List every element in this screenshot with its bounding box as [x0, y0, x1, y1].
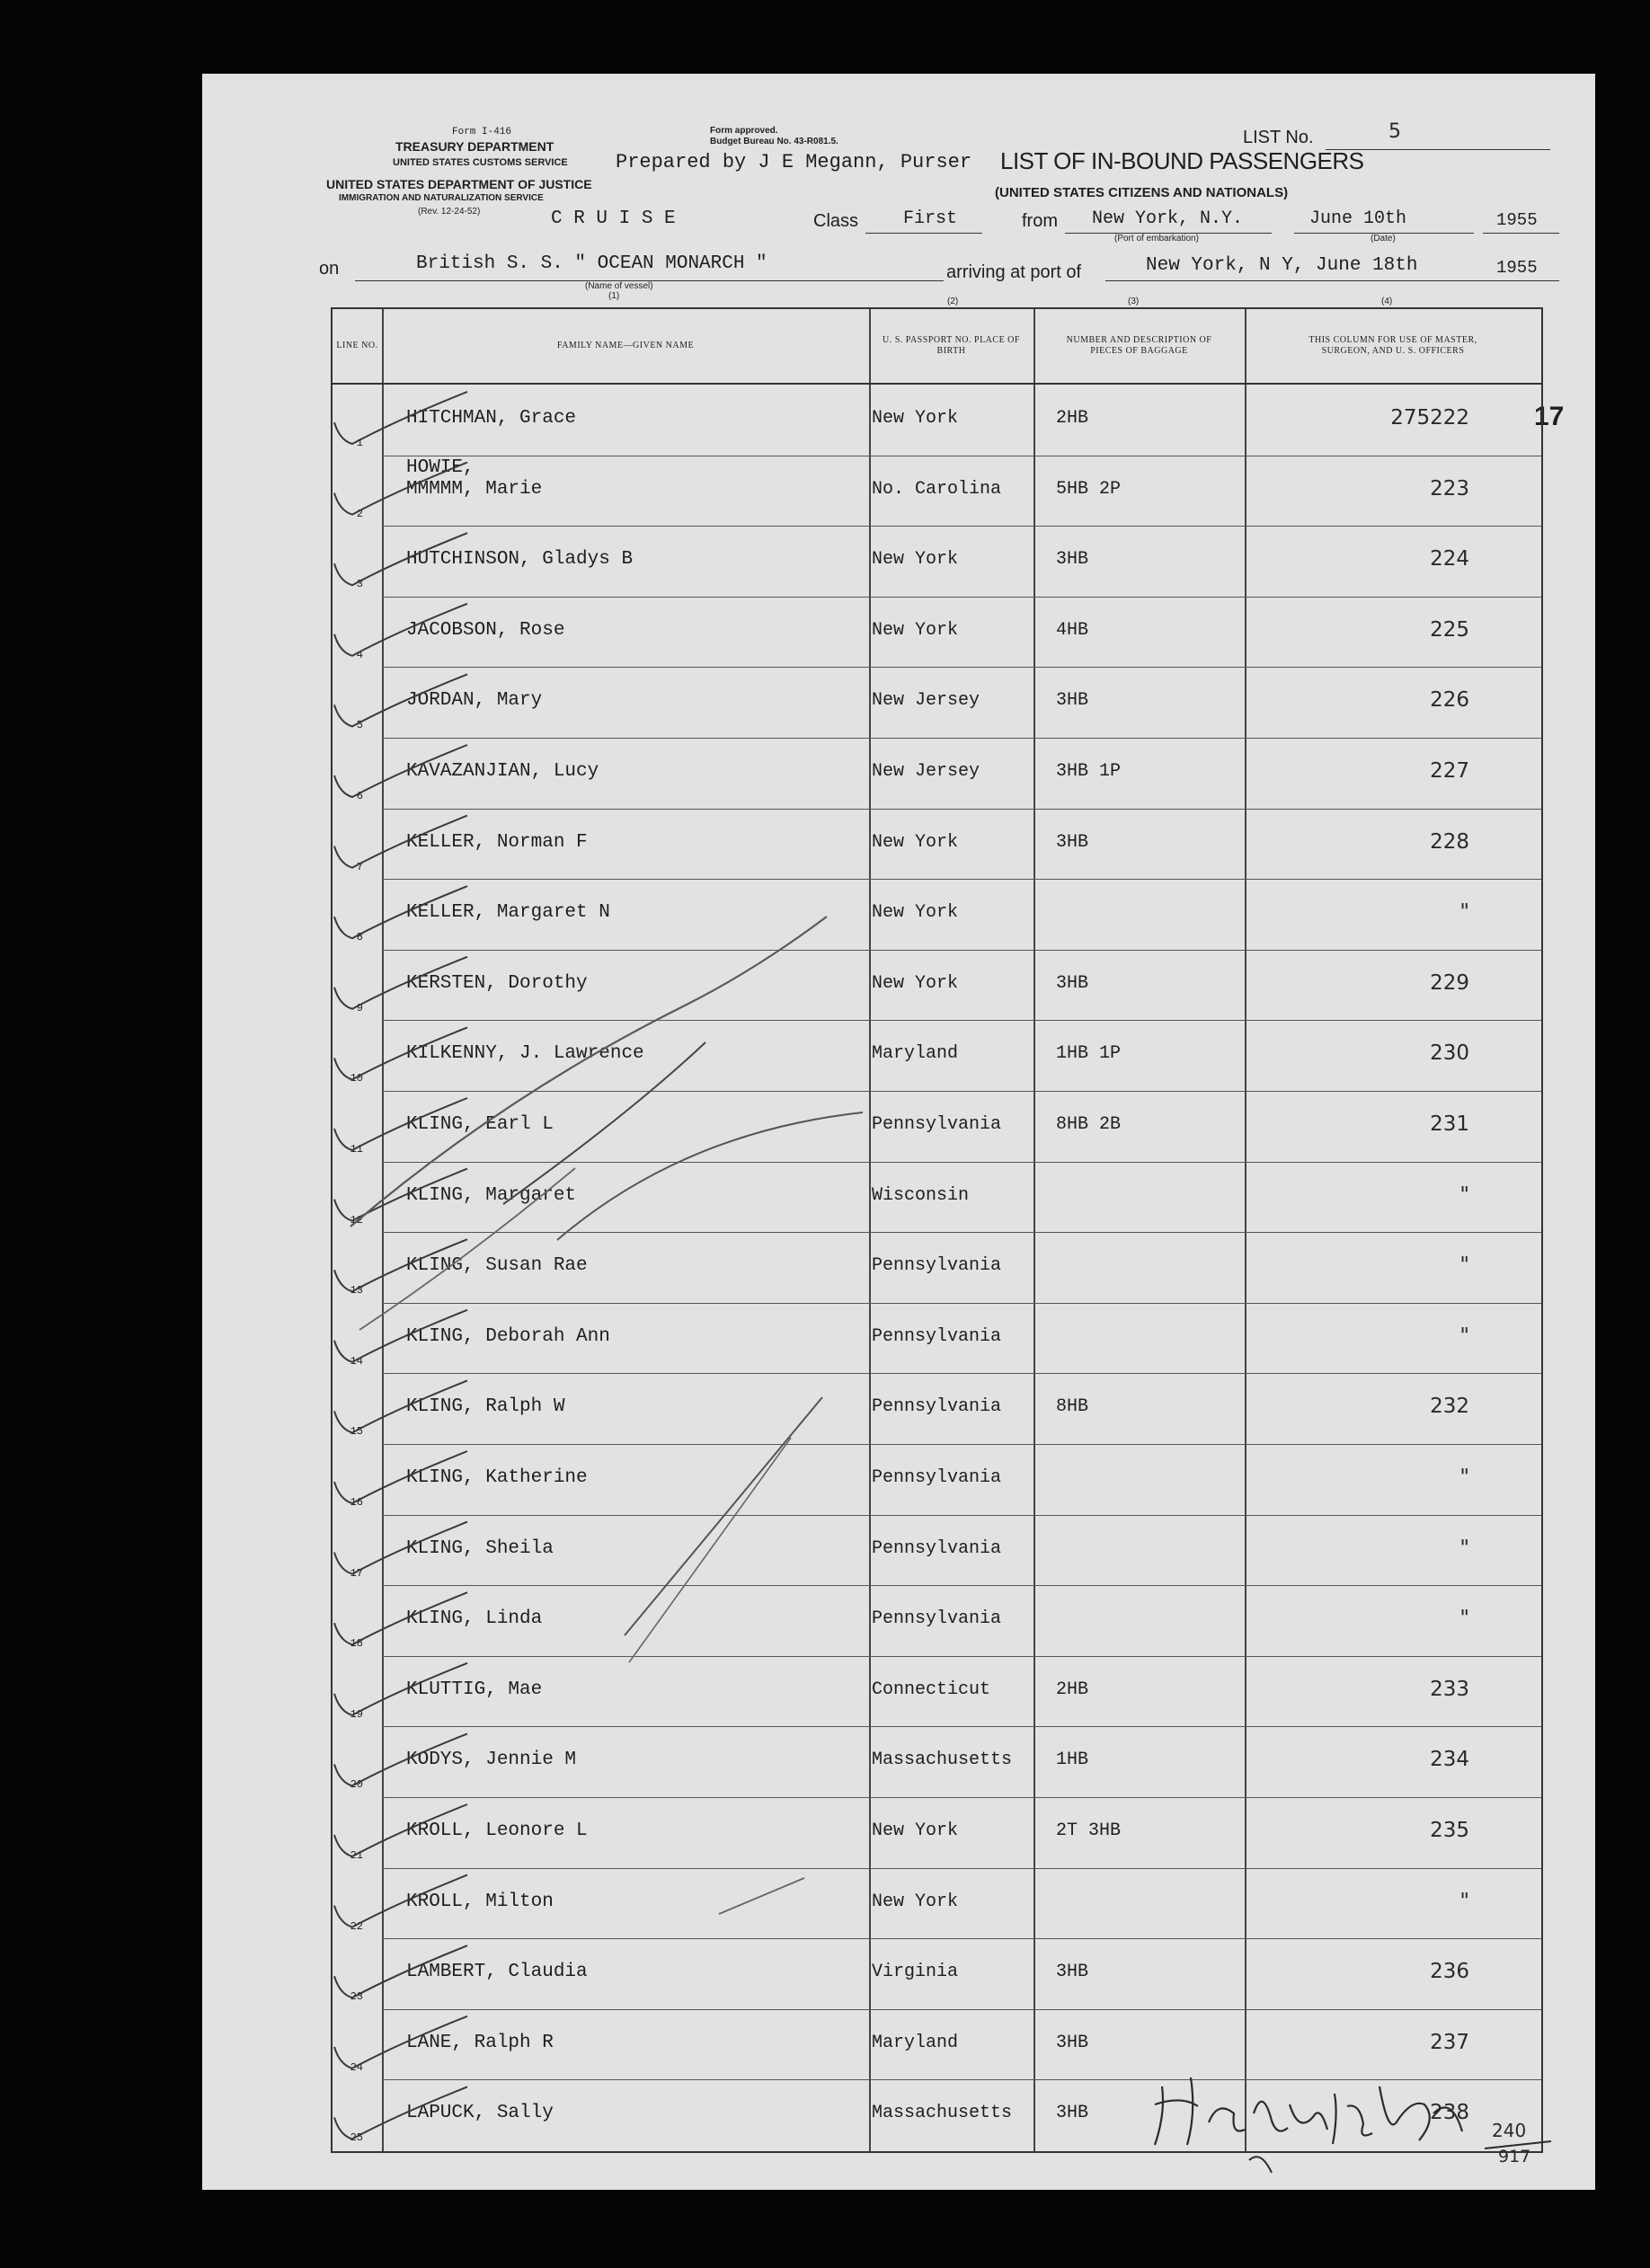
passenger-name: KLING, Earl L — [406, 1114, 554, 1135]
place-of-birth: Pennsylvania — [872, 1114, 1002, 1135]
line-number: 2 — [356, 507, 363, 520]
table-row — [333, 1656, 1541, 1726]
place-of-birth: Pennsylvania — [872, 1325, 1002, 1347]
sheet-number: 17 — [1534, 402, 1565, 431]
passenger-name: MMMMM, Marie — [406, 478, 543, 500]
baggage: 3HB — [1056, 1962, 1089, 1983]
table-row — [333, 1868, 1541, 1938]
baggage: 3HB — [1056, 549, 1089, 571]
line-number: 20 — [350, 1778, 363, 1792]
place-of-birth: No. Carolina — [872, 478, 1002, 500]
date-caption: (Date) — [1371, 234, 1396, 244]
place-of-birth: Pennsylvania — [872, 1467, 1002, 1488]
table-row — [333, 1938, 1541, 2008]
line-number: 13 — [350, 1284, 363, 1298]
official-number: 226 — [1430, 688, 1469, 713]
baggage: 2HB — [1056, 408, 1089, 429]
place-of-birth: Massachusetts — [872, 1750, 1013, 1771]
vessel-caption: (Name of vessel) — [585, 281, 653, 291]
baggage: 3HB 1P — [1056, 761, 1122, 782]
baggage: 8HB — [1056, 1396, 1089, 1418]
corner-mark-top: 240 — [1492, 2120, 1527, 2141]
table-row — [333, 1303, 1541, 1373]
revision-date: (Rev. 12-24-52) — [418, 207, 481, 217]
official-number: " — [1459, 1183, 1469, 1207]
place-of-birth: New York — [872, 1891, 959, 1912]
list-number-value: 5 — [1388, 120, 1401, 143]
place-of-birth: Pennsylvania — [872, 1396, 1002, 1418]
place-of-birth: New York — [872, 549, 959, 571]
official-number: 233 — [1430, 1677, 1469, 1701]
passenger-name: KILKENNY, J. Lawrence — [406, 1043, 644, 1065]
place-of-birth: Maryland — [872, 1043, 959, 1065]
line-number: 25 — [350, 2131, 363, 2145]
table-row — [333, 1373, 1541, 1443]
list-number-label: LIST No. — [1243, 128, 1314, 147]
column-header-line: LINE NO. — [336, 341, 378, 350]
table-row — [333, 1797, 1541, 1867]
inspector-signature — [1128, 2051, 1550, 2176]
place-of-birth: Maryland — [872, 2032, 959, 2053]
place-of-birth: Pennsylvania — [872, 1255, 1002, 1277]
manifest-subtitle: (UNITED STATES CITIZENS AND NATIONALS) — [995, 185, 1289, 200]
from-date: June 10th — [1309, 208, 1407, 229]
line-number: 10 — [350, 1072, 363, 1085]
from-year: 1955 — [1496, 210, 1538, 230]
line-number: 22 — [350, 1919, 363, 1933]
table-row — [333, 1091, 1541, 1161]
place-of-birth: New York — [872, 408, 959, 429]
class-label: Class — [813, 211, 859, 231]
place-of-birth: New York — [872, 831, 959, 853]
passenger-name: HUTCHINSON, Gladys B — [406, 549, 634, 571]
budget-bureau: Budget Bureau No. 43-R081.5. — [710, 137, 838, 146]
corner-mark-bottom: 917 — [1498, 2147, 1531, 2166]
table-row — [333, 1515, 1541, 1585]
official-number: 275222 — [1390, 406, 1469, 430]
from-port: New York, N.Y. — [1092, 208, 1244, 229]
official-number: " — [1459, 1254, 1469, 1278]
class-value: First — [903, 208, 958, 229]
line-number: 6 — [356, 790, 363, 802]
passenger-name: KLING, Katherine — [406, 1467, 588, 1488]
line-number: 16 — [350, 1496, 363, 1509]
baggage: 4HB — [1056, 619, 1089, 641]
official-number: " — [1459, 900, 1469, 925]
official-number: " — [1459, 1607, 1469, 1631]
line-number: 24 — [350, 2060, 363, 2074]
column-header-name: FAMILY NAME—GIVEN NAME — [556, 341, 695, 350]
table-row — [333, 667, 1541, 737]
passenger-name: HITCHMAN, Grace — [406, 408, 577, 429]
cruise-label: C R U I S E — [551, 208, 676, 229]
caption-1: (1) — [608, 291, 620, 301]
baggage: 2T 3HB — [1056, 1821, 1122, 1841]
passenger-name: KLING, Linda — [406, 1608, 543, 1630]
official-number: 232 — [1430, 1395, 1469, 1419]
official-number: 224 — [1430, 547, 1469, 571]
official-number: " — [1459, 1536, 1469, 1560]
from-label: from — [1022, 211, 1058, 231]
baggage: 2HB — [1056, 1679, 1089, 1700]
table-row — [333, 879, 1541, 949]
manifest-page — [202, 74, 1595, 2190]
official-number: " — [1459, 1324, 1469, 1348]
table-row — [333, 1162, 1541, 1232]
passenger-name: KERSTEN, Dorothy — [406, 972, 588, 994]
table-row — [333, 526, 1541, 596]
line-number: 8 — [356, 931, 363, 944]
passenger-name: JACOBSON, Rose — [406, 619, 565, 641]
official-number: 223 — [1430, 476, 1469, 501]
passenger-name: KAVAZANJIAN, Lucy — [406, 761, 599, 782]
port-caption: (Port of embarkation) — [1114, 234, 1199, 244]
line-number: 21 — [350, 1849, 363, 1862]
baggage: 8HB 2B — [1056, 1114, 1122, 1135]
passenger-name: JORDAN, Mary — [406, 690, 543, 712]
official-number: 228 — [1430, 829, 1469, 854]
baggage: 3HB — [1056, 972, 1089, 994]
baggage: 3HB — [1056, 690, 1089, 712]
official-number: 230 — [1430, 1041, 1469, 1066]
line-number: 11 — [350, 1143, 363, 1156]
line-number: 19 — [350, 1707, 363, 1721]
prepared-by: Prepared by J E Megann, Purser — [616, 151, 972, 173]
line-number: 14 — [350, 1354, 363, 1368]
baggage: 1HB 1P — [1056, 1043, 1122, 1065]
table-row — [333, 738, 1541, 808]
table-row — [333, 1020, 1541, 1090]
place-of-birth: Connecticut — [872, 1679, 991, 1700]
line-number: 15 — [350, 1425, 363, 1439]
table-row — [333, 809, 1541, 879]
official-number: 225 — [1430, 617, 1469, 642]
justice-department: UNITED STATES DEPARTMENT OF JUSTICE — [326, 177, 592, 191]
treasury-department: TREASURY DEPARTMENT — [395, 139, 554, 154]
on-label: on — [319, 259, 340, 279]
line-number: 17 — [350, 1566, 363, 1580]
passenger-name-correction: HOWIE, — [406, 456, 475, 478]
table-row — [333, 597, 1541, 667]
caption-2: (2) — [947, 297, 959, 306]
line-number: 4 — [356, 648, 363, 661]
passenger-name: KROLL, Milton — [406, 1891, 554, 1912]
form-approved: Form approved. — [710, 126, 778, 136]
line-number: 7 — [356, 860, 363, 873]
official-number: 231 — [1430, 1112, 1469, 1136]
column-header-official: THIS COLUMN FOR USE OF MASTER, SURGEON, AND U. S. OFFICERS — [1308, 335, 1477, 356]
vessel-name: British S. S. " OCEAN MONARCH " — [416, 253, 767, 274]
passenger-name: KROLL, Leonore L — [406, 1821, 588, 1841]
official-number: 238 — [1430, 2101, 1469, 2125]
passenger-name: KLING, Margaret — [406, 1184, 577, 1206]
passenger-table — [331, 307, 1543, 2153]
place-of-birth: New Jersey — [872, 761, 980, 782]
passenger-name: KLING, Sheila — [406, 1537, 554, 1559]
column-header-passport: U. S. PASSPORT NO. PLACE OF BIRTH — [883, 335, 1020, 356]
place-of-birth: Pennsylvania — [872, 1537, 1002, 1559]
place-of-birth: New York — [872, 619, 959, 641]
manifest-title: LIST OF IN-BOUND PASSENGERS — [1000, 147, 1364, 174]
official-number: 237 — [1430, 2030, 1469, 2054]
official-number: 236 — [1430, 1960, 1469, 1984]
baggage: 5HB 2P — [1056, 478, 1122, 500]
passenger-name: KLING, Deborah Ann — [406, 1325, 610, 1347]
baggage: 3HB — [1056, 831, 1089, 853]
table-row — [333, 1585, 1541, 1655]
passenger-name: KLUTTIG, Mae — [406, 1679, 543, 1700]
line-number: 18 — [350, 1637, 363, 1651]
arriving-label: arriving at port of — [946, 262, 1082, 282]
line-number: 12 — [350, 1213, 363, 1227]
official-number: 235 — [1430, 1819, 1469, 1842]
passenger-name: KODYS, Jennie M — [406, 1750, 577, 1771]
line-number: 3 — [356, 578, 363, 591]
corner-mark-divider — [1483, 2136, 1555, 2154]
place-of-birth: Virginia — [872, 1962, 959, 1983]
passenger-name: KELLER, Norman F — [406, 831, 588, 853]
arrival-year: 1955 — [1496, 258, 1538, 278]
official-number: 227 — [1430, 759, 1469, 783]
official-number: " — [1459, 1466, 1469, 1489]
table-row — [333, 1444, 1541, 1514]
place-of-birth: Wisconsin — [872, 1184, 970, 1206]
passenger-name: LAPUCK, Sally — [406, 2103, 554, 2124]
table-row — [333, 1232, 1541, 1302]
passenger-name: KLING, Susan Rae — [406, 1255, 588, 1277]
passenger-name: LANE, Ralph R — [406, 2032, 554, 2053]
baggage: 1HB — [1056, 1750, 1089, 1771]
arrival-info: New York, N Y, June 18th — [1146, 255, 1418, 276]
official-number: 234 — [1430, 1748, 1469, 1772]
baggage: 3HB — [1056, 2032, 1089, 2053]
table-row — [333, 385, 1541, 455]
table-row — [333, 456, 1541, 526]
table-row — [333, 1726, 1541, 1796]
column-header-baggage: NUMBER AND DESCRIPTION OF PIECES OF BAGGAGE — [1066, 335, 1212, 356]
passenger-name: LAMBERT, Claudia — [406, 1962, 588, 1983]
immigration-service: IMMIGRATION AND NATURALIZATION SERVICE — [339, 193, 544, 203]
official-number: " — [1459, 1889, 1469, 1913]
caption-3: (3) — [1128, 297, 1140, 306]
line-number: 5 — [356, 719, 363, 732]
official-number: 229 — [1430, 970, 1469, 995]
table-row — [333, 950, 1541, 1020]
place-of-birth: New York — [872, 902, 959, 924]
place-of-birth: Massachusetts — [872, 2103, 1013, 2124]
place-of-birth: Pennsylvania — [872, 1608, 1002, 1630]
baggage: 3HB — [1056, 2103, 1089, 2124]
place-of-birth: New York — [872, 972, 959, 994]
customs-service: UNITED STATES CUSTOMS SERVICE — [393, 157, 568, 168]
line-number: 23 — [350, 1990, 363, 2004]
place-of-birth: New Jersey — [872, 690, 980, 712]
caption-4: (4) — [1381, 297, 1393, 306]
passenger-name: KLING, Ralph W — [406, 1396, 565, 1418]
place-of-birth: New York — [872, 1821, 959, 1841]
passenger-name: KELLER, Margaret N — [406, 902, 610, 924]
line-number: 1 — [356, 437, 363, 449]
form-number: Form I-416 — [452, 127, 512, 137]
line-number: 9 — [356, 1001, 363, 1014]
